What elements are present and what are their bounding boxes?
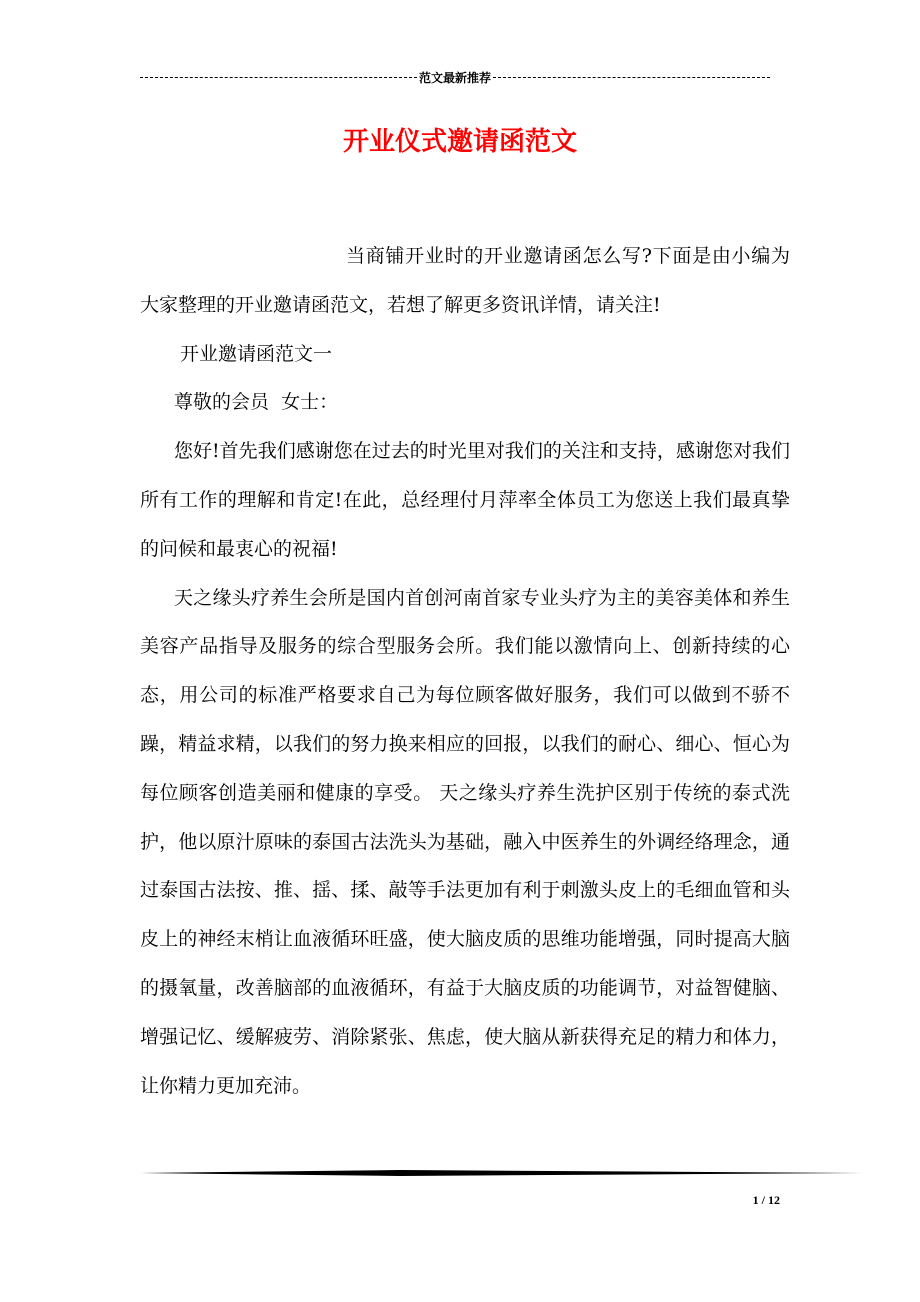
header-label: 范文最新推荐: [419, 70, 492, 85]
document-title: 开业仪式邀请函范文: [342, 127, 577, 157]
greeting-paragraph: 您好!首先我们感谢您在过去的时光里对我们的关注和支持，感谢您对我们所有工作的理解和肯定!在此，总经理付月萍率全体员工为您送上我们最真挚的问候和最衷心的祝福!: [140, 440, 790, 560]
header-dash-right: [493, 77, 770, 78]
page-header: [140, 68, 770, 86]
salutation: 尊敬的会员 女士：: [174, 391, 339, 414]
intro-paragraph: 当商铺开业时的开业邀请函怎么写?下面是由小编为大家整理的开业邀请函范文，若想了解更多资讯详情，请关注!: [140, 245, 790, 316]
footer-rule: [140, 1170, 863, 1176]
company-paragraph: 天之缘头疗养生会所是国内首创河南首家专业头疗为主的美容美体和养生美容产品指导及服务的综合型服务会所。我们能以激情向上、创新持续的心态，用公司的标准严格要求自己为每位顾客做好服务，我们可以做到不骄不躁，精益求精，以我们的努力换来相应的回报，以我们的耐心、细心、恒心为每位顾客创造美丽和健康的享受。 天之缘头疗养生洗护区别于传统的泰式洗护，他以原汁原味的泰国古法洗头为基础，融入中医养生的外调经络理念，通过泰国古法按、推、揺、揉、敲等手法更加有利于刺激头皮上的毛细血管和头皮上的神经末梢让血液循环旺盛，使大脑皮质的思维功能增强，同时提高大脑的摄氧量，改善脑部的血液循环，有益于大脑皮质的功能调节，对益智健脑、增强记忆、缓解疲劳、消除紧张、焦虑，使大脑从新获得充足的精力和体力，让你精力更加充沛。: [140, 586, 790, 1097]
document-body: [140, 232, 790, 1110]
page-number: 1 / 12: [752, 1193, 780, 1207]
header-dash-left: [140, 77, 417, 78]
section-subheading: 开业邀请函范文一: [180, 342, 333, 365]
